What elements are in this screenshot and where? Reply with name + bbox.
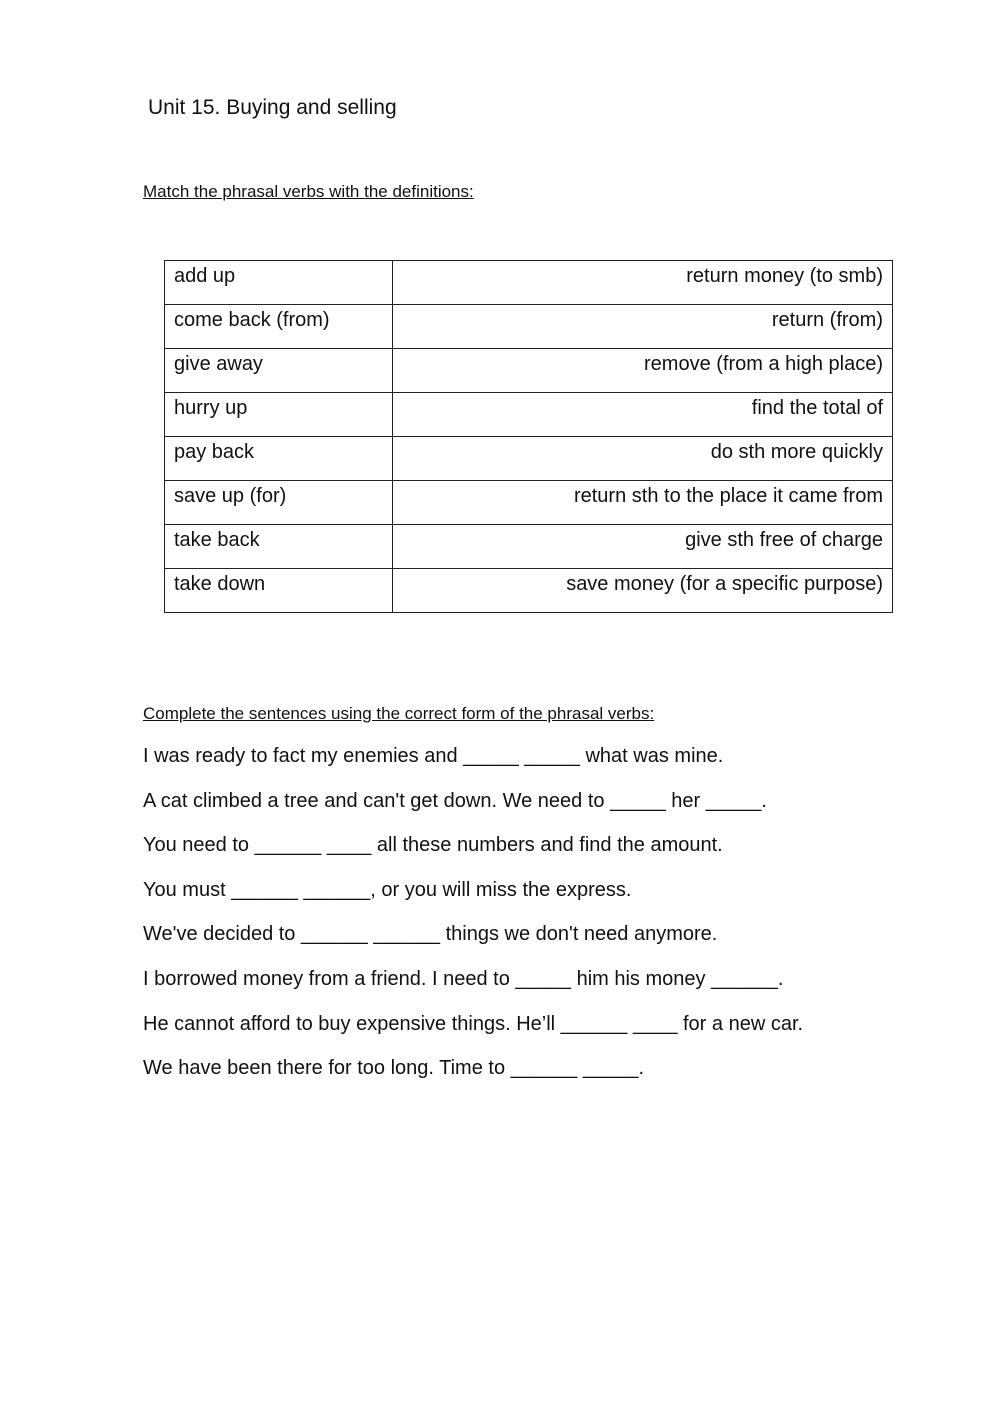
- definition-cell: return (from): [393, 305, 893, 349]
- definition-cell: save money (for a specific purpose): [393, 569, 893, 613]
- phrasal-verb-cell: give away: [165, 349, 393, 393]
- page-title: Unit 15. Buying and selling: [148, 96, 397, 119]
- definition-cell: give sth free of charge: [393, 525, 893, 569]
- definition-cell: remove (from a high place): [393, 349, 893, 393]
- sentence-item: I was ready to fact my enemies and _____ _____ what was mine.: [143, 745, 724, 767]
- definition-cell: find the total of: [393, 393, 893, 437]
- definition-cell: return money (to smb): [393, 261, 893, 305]
- table-row: [165, 437, 893, 481]
- table-row: [165, 261, 893, 305]
- phrasal-verb-cell: take back: [165, 525, 393, 569]
- sentence-item: He cannot afford to buy expensive things. He’ll ______ ____ for a new car.: [143, 1012, 804, 1035]
- table-row: [165, 569, 893, 613]
- sentence-item: You need to ______ ____ all these numbers and find the amount.: [143, 834, 723, 857]
- definition-cell: return sth to the place it came from: [393, 481, 893, 525]
- phrasal-verb-cell: take down: [165, 569, 393, 613]
- sentence-item: We've decided to ______ ______ things we don't need anymore.: [143, 923, 718, 946]
- complete-instruction: Complete the sentences using the correct form of the phrasal verbs:: [143, 704, 655, 723]
- phrasal-verb-cell: hurry up: [165, 393, 393, 437]
- sentence-item: A cat climbed a tree and can't get down. We need to _____ her _____.: [143, 789, 767, 812]
- sentence-list: [143, 740, 803, 1097]
- sentence-item: You must ______ ______, or you will miss the express.: [143, 878, 632, 901]
- matching-table: [164, 260, 893, 613]
- match-instruction: Match the phrasal verbs with the definitions:: [143, 182, 474, 201]
- table-row: [165, 481, 893, 525]
- table-row: [165, 525, 893, 569]
- sentence-item: I borrowed money from a friend. I need to _____ him his money ______.: [143, 967, 784, 990]
- phrasal-verb-cell: add up: [165, 261, 393, 305]
- table-row: [165, 305, 893, 349]
- definition-cell: do sth more quickly: [393, 437, 893, 481]
- phrasal-verb-cell: pay back: [165, 437, 393, 481]
- table-row: [165, 349, 893, 393]
- phrasal-verb-cell: save up (for): [165, 481, 393, 525]
- phrasal-verb-cell: come back (from): [165, 305, 393, 349]
- sentence-item: We have been there for too long. Time to ______ _____.: [143, 1057, 645, 1080]
- table-row: [165, 393, 893, 437]
